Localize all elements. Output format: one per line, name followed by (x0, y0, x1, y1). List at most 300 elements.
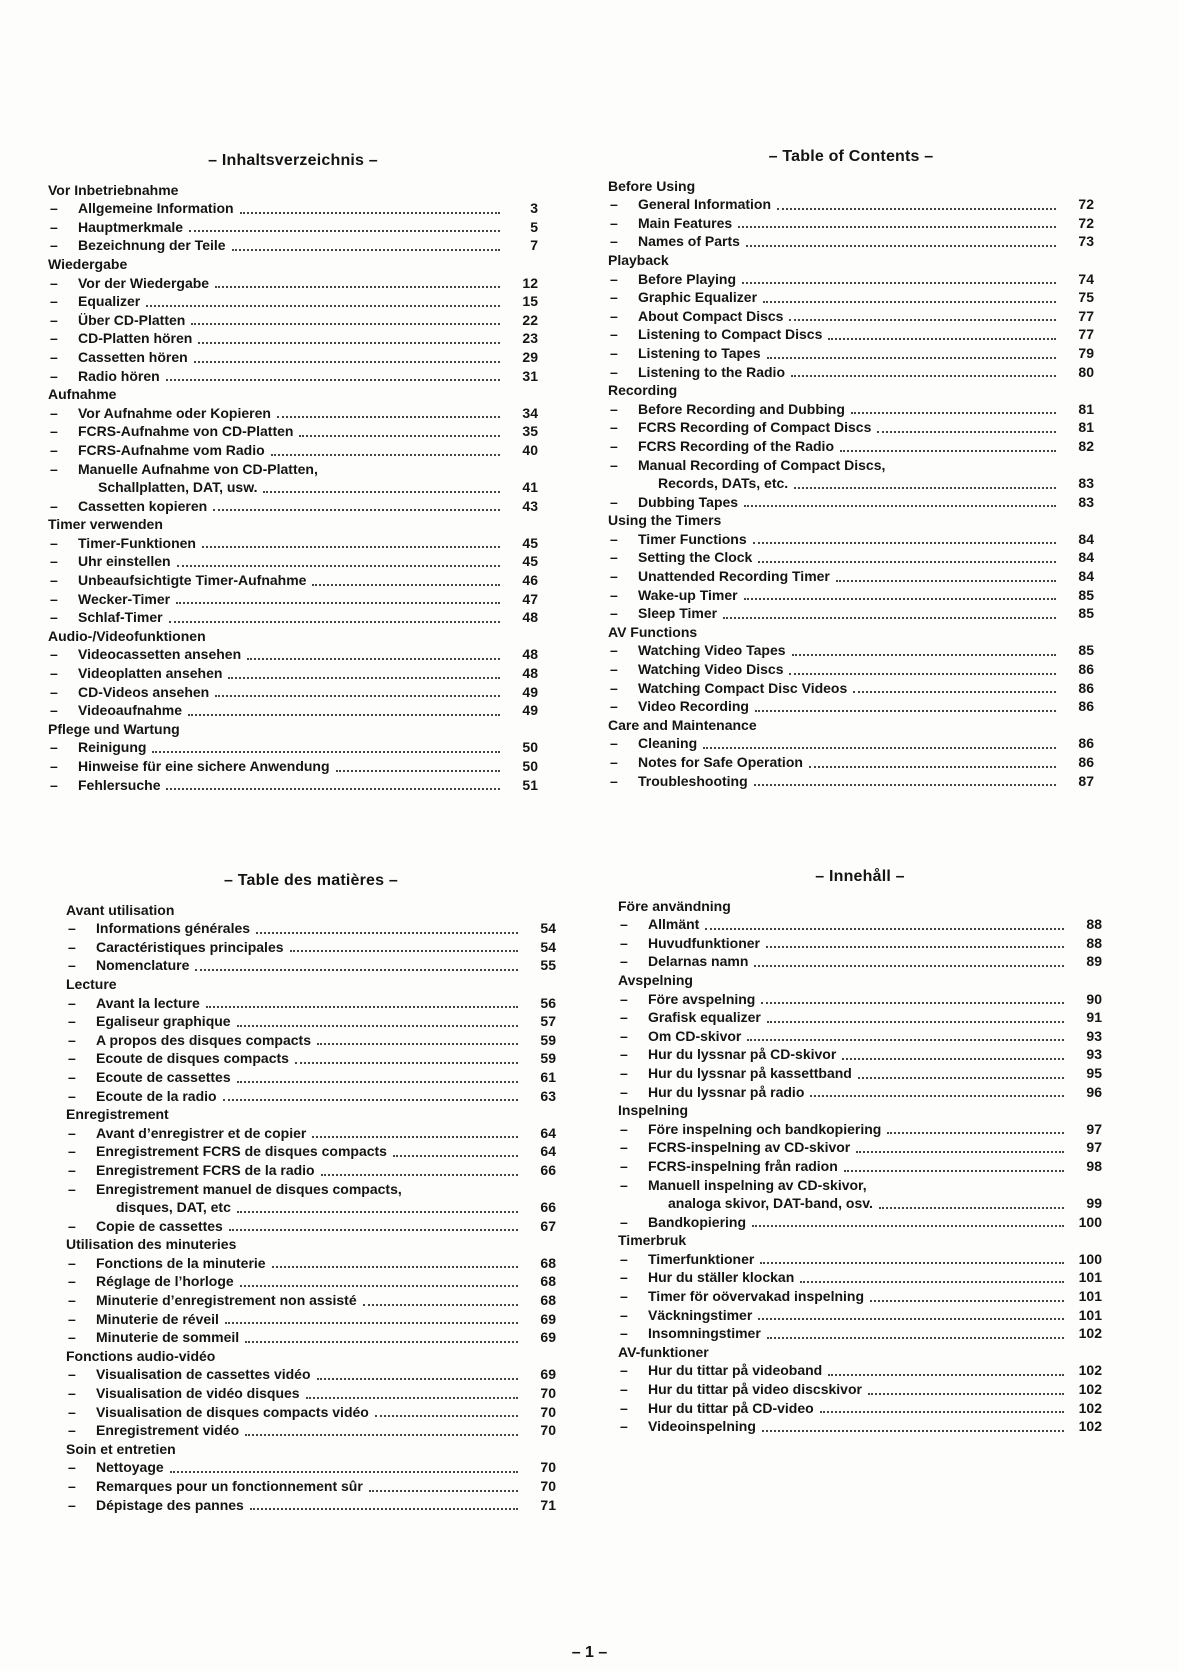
toc-entry (66, 956, 556, 975)
entry-label: Manuell inspelning av CD-skivor, (648, 1176, 867, 1193)
entry-dash: – (68, 1329, 76, 1346)
entry-dash: – (68, 1496, 76, 1513)
dot-leader (767, 357, 1056, 359)
section-heading: AV Functions (608, 623, 698, 640)
dot-leader (767, 1337, 1064, 1339)
entry-dash: – (50, 348, 58, 365)
toc-entry (66, 1031, 556, 1050)
dot-leader (256, 932, 518, 934)
dot-leader (753, 542, 1056, 544)
dot-leader (194, 361, 500, 363)
dot-leader (853, 691, 1056, 693)
entry-label: Copie de cassettes (96, 1217, 223, 1234)
entry-dash: – (68, 1310, 76, 1327)
entry-label: Hur du ställer klockan (648, 1269, 795, 1286)
entry-label: Videoaufnahme (78, 702, 182, 719)
entry-label: Hauptmerkmale (78, 218, 184, 235)
entry-dash: – (620, 1362, 628, 1379)
entry-dash: – (68, 1366, 76, 1383)
toc-entry (66, 1161, 556, 1180)
entry-label: Allgemeine Information (78, 200, 234, 217)
entry-label: Hur du tittar på videoband (648, 1362, 823, 1379)
entry-page-number: 3 (530, 200, 538, 217)
entry-dash: – (50, 553, 58, 570)
dot-leader (879, 1207, 1064, 1209)
dot-leader (290, 950, 518, 952)
entry-dash: – (610, 661, 618, 678)
section-heading: Utilisation des minuteries (66, 1236, 237, 1253)
entry-label: Records, DATs, etc. (658, 475, 789, 492)
entry-dash: – (68, 1459, 76, 1476)
dot-leader (755, 710, 1056, 712)
entry-page-number: 70 (540, 1422, 556, 1439)
toc-entry (618, 1399, 1102, 1418)
entry-label: Insomningstimer (648, 1325, 761, 1342)
entry-page-number: 12 (522, 274, 538, 291)
toc-entry (618, 1064, 1102, 1083)
toc-entry (48, 292, 538, 311)
entry-label: Before Playing (638, 270, 737, 287)
toc-entry (618, 1306, 1102, 1325)
entry-label: Videoplatten ansehen (78, 665, 223, 682)
entry-label: Videoinspelning (648, 1418, 756, 1435)
section-heading: Före användning (618, 897, 731, 914)
dot-leader (791, 375, 1056, 377)
entry-page-number: 64 (540, 1124, 556, 1141)
entry-page-number: 84 (1078, 549, 1094, 566)
entry-page-number: 83 (1078, 493, 1094, 510)
dot-leader (228, 677, 500, 679)
entry-dash: – (68, 920, 76, 937)
entry-page-number: 67 (540, 1217, 556, 1234)
entry-page-number: 41 (522, 479, 538, 496)
entry-page-number: 54 (540, 938, 556, 955)
entry-page-number: 46 (522, 572, 538, 589)
dot-leader (789, 319, 1056, 321)
entry-dash: – (610, 772, 618, 789)
entry-dash: – (620, 1139, 628, 1156)
entry-page-number: 93 (1086, 1027, 1102, 1044)
toc-entry (618, 1380, 1102, 1399)
dot-leader (237, 1025, 518, 1027)
entry-dash: – (50, 367, 58, 384)
toc-entry (48, 478, 538, 497)
entry-label: Visualisation de disques compacts vidéo (96, 1403, 369, 1420)
entry-dash: – (68, 1124, 76, 1141)
entry-dash: – (620, 916, 628, 933)
entry-label: Dépistage des pannes (96, 1496, 244, 1513)
entry-label: analoga skivor, DAT-band, osv. (668, 1195, 873, 1212)
dot-leader (225, 1322, 518, 1324)
toc-entry (48, 404, 538, 423)
entry-dash: – (50, 423, 58, 440)
toc-entry (618, 990, 1102, 1009)
entry-dash: – (68, 1403, 76, 1420)
entry-label: Fonctions de la minuterie (96, 1254, 266, 1271)
toc-entry (608, 288, 1094, 307)
entry-dash: – (620, 1418, 628, 1435)
entry-dash: – (610, 568, 618, 585)
toc-german (48, 152, 538, 794)
entry-dash: – (68, 1050, 76, 1067)
toc-entry (48, 348, 538, 367)
entry-label: Hur du tittar på video discskivor (648, 1381, 862, 1398)
toc-entry (608, 474, 1094, 493)
entry-page-number: 79 (1078, 344, 1094, 361)
entry-label: Hur du lyssnar på CD-skivor (648, 1046, 837, 1063)
entry-label: Hur du lyssnar på radio (648, 1083, 805, 1100)
toc-entry (48, 701, 538, 720)
entry-label: Om CD-skivor (648, 1027, 742, 1044)
toc-entry (66, 1012, 556, 1031)
entry-dash: – (50, 702, 58, 719)
dot-leader (761, 1002, 1064, 1004)
entry-label: Enregistrement vidéo (96, 1422, 240, 1439)
entry-dash: – (610, 605, 618, 622)
toc-entry (618, 1083, 1102, 1102)
entry-page-number: 88 (1086, 934, 1102, 951)
entry-page-number: 72 (1078, 214, 1094, 231)
entry-page-number: 87 (1078, 772, 1094, 789)
entry-label: Listening to Compact Discs (638, 326, 823, 343)
toc-entry (608, 567, 1094, 586)
entry-page-number: 84 (1078, 568, 1094, 585)
toc-entry (48, 645, 538, 664)
section-heading: Vor Inbetriebnahme (48, 181, 179, 198)
dot-leader (800, 1281, 1064, 1283)
entry-label: Minuterie de sommeil (96, 1329, 240, 1346)
toc-entry (48, 218, 538, 237)
entry-page-number: 84 (1078, 530, 1094, 547)
dot-leader (789, 673, 1056, 675)
entry-page-number: 75 (1078, 289, 1094, 306)
dot-leader (705, 928, 1064, 930)
entry-dash: – (610, 214, 618, 231)
entry-dash: – (620, 1399, 628, 1416)
toc-entry (608, 363, 1094, 382)
toc-body (66, 901, 556, 1515)
section-heading: Soin et entretien (66, 1440, 176, 1457)
entry-page-number: 48 (522, 646, 538, 663)
entry-label: Vor der Wiedergabe (78, 274, 210, 291)
dot-leader (840, 450, 1056, 452)
entry-page-number: 68 (540, 1273, 556, 1290)
dot-leader (763, 301, 1056, 303)
dot-leader (188, 714, 500, 716)
entry-page-number: 85 (1078, 586, 1094, 603)
dot-leader (177, 565, 500, 567)
dot-leader (810, 1095, 1064, 1097)
section-heading: Care and Maintenance (608, 716, 757, 733)
dot-leader (887, 1132, 1064, 1134)
entry-dash: – (620, 953, 628, 970)
toc-entry (48, 441, 538, 460)
toc-entry (608, 493, 1094, 512)
entry-page-number: 23 (522, 330, 538, 347)
entry-label: FCRS-Aufnahme vom Radio (78, 441, 265, 458)
entry-dash: – (610, 437, 618, 454)
entry-label: Remarques pour un fonctionnement sûr (96, 1478, 363, 1494)
entry-dash: – (50, 441, 58, 458)
dot-leader (767, 1021, 1064, 1023)
entry-dash: – (620, 990, 628, 1007)
entry-label: Nettoyage (96, 1459, 164, 1476)
toc-english (608, 148, 1094, 790)
entry-label: Huvudfunktioner (648, 934, 760, 951)
entry-page-number: 85 (1078, 642, 1094, 659)
toc-entry (618, 1176, 1102, 1195)
toc-entry (48, 274, 538, 293)
section-heading: Wiedergabe (48, 255, 128, 272)
entry-page-number: 98 (1086, 1157, 1102, 1174)
section-heading: Lecture (66, 975, 117, 992)
entry-dash: – (610, 326, 618, 343)
entry-page-number: 97 (1086, 1120, 1102, 1137)
section-heading: Avspelning (618, 971, 693, 988)
entry-page-number: 81 (1078, 419, 1094, 436)
entry-dash: – (50, 497, 58, 514)
dot-leader (237, 1081, 518, 1083)
dot-leader (746, 245, 1056, 247)
entry-label: Allmänt (648, 916, 700, 933)
entry-page-number: 102 (1078, 1381, 1102, 1398)
entry-label: About Compact Discs (638, 307, 784, 324)
entry-dash: – (620, 1288, 628, 1305)
entry-label: Före inspelning och bandkopiering (648, 1120, 882, 1137)
dot-leader (723, 617, 1056, 619)
entry-dash: – (50, 683, 58, 700)
toc-entry (608, 195, 1094, 214)
entry-page-number: 57 (540, 1013, 556, 1030)
entry-dash: – (50, 739, 58, 756)
dot-leader (271, 454, 500, 456)
entry-dash: – (620, 1046, 628, 1063)
entry-page-number: 22 (522, 311, 538, 328)
toc-entry (618, 915, 1102, 934)
dot-leader (237, 1211, 518, 1213)
entry-dash: – (68, 1087, 76, 1104)
entry-dash: – (50, 237, 58, 254)
toc-entry (66, 1477, 556, 1496)
entry-label: Unattended Recording Timer (638, 568, 830, 585)
dot-leader (870, 1300, 1064, 1302)
toc-entry (608, 697, 1094, 716)
dot-leader (752, 1225, 1064, 1227)
dot-leader (828, 1374, 1064, 1376)
toc-entry (66, 1142, 556, 1161)
entry-dash: – (610, 698, 618, 715)
entry-page-number: 97 (1086, 1139, 1102, 1156)
entry-page-number: 101 (1078, 1288, 1102, 1305)
dot-leader (758, 1318, 1064, 1320)
entry-page-number: 74 (1078, 270, 1094, 287)
entry-label: Reinigung (78, 739, 147, 756)
toc-entry (608, 437, 1094, 456)
entry-dash: – (620, 1027, 628, 1044)
toc-swedish (618, 868, 1102, 1436)
toc-entry (618, 1157, 1102, 1176)
entry-dash: – (68, 1143, 76, 1160)
dot-leader (877, 431, 1056, 433)
dot-leader (229, 1229, 518, 1231)
entry-dash: – (610, 400, 618, 417)
dot-leader (247, 658, 500, 660)
entry-label: Bandkopiering (648, 1213, 747, 1230)
toc-entry (48, 757, 538, 776)
entry-label: CD-Platten hören (78, 330, 193, 347)
dot-leader (858, 1077, 1064, 1079)
dot-leader (766, 946, 1064, 948)
entry-dash: – (610, 679, 618, 696)
entry-page-number: 55 (540, 957, 556, 974)
toc-entry (48, 776, 538, 795)
entry-label: Wecker-Timer (78, 590, 171, 607)
entry-label: Listening to Tapes (638, 344, 761, 361)
entry-label: General Information (638, 196, 772, 213)
dot-leader (836, 580, 1056, 582)
entry-label: Hinweise für eine sichere Anwendung (78, 758, 330, 774)
entry-page-number: 68 (540, 1254, 556, 1271)
dot-leader (152, 751, 500, 753)
toc-entry (618, 1120, 1102, 1139)
entry-page-number: 86 (1078, 698, 1094, 715)
toc-entry (618, 1045, 1102, 1064)
section-heading: Timer verwenden (48, 516, 163, 533)
entry-page-number: 70 (540, 1459, 556, 1476)
entry-page-number: 81 (1078, 400, 1094, 417)
toc-entry (48, 422, 538, 441)
dot-leader (792, 654, 1056, 656)
toc-entry (66, 1384, 556, 1403)
toc-entry (48, 683, 538, 702)
entry-dash: – (68, 1273, 76, 1290)
entry-label: Before Recording and Dubbing (638, 400, 845, 417)
entry-label: Dubbing Tapes (638, 493, 739, 510)
entry-label: FCRS-Aufnahme von CD-Platten (78, 423, 294, 440)
entry-label: Egaliseur graphique (96, 1013, 231, 1030)
entry-label: Informations générales (96, 920, 251, 937)
section-heading: Before Using (608, 177, 696, 194)
toc-entry (48, 311, 538, 330)
dot-leader (169, 621, 500, 623)
dot-leader (198, 342, 500, 344)
entry-label: disques, DAT, etc (116, 1199, 231, 1216)
entry-label: Video Recording (638, 698, 749, 715)
toc-entry (618, 1008, 1102, 1027)
entry-dash: – (610, 586, 618, 603)
section-heading: Pflege und Wartung (48, 720, 180, 737)
toc-entry (66, 1124, 556, 1143)
entry-dash: – (610, 530, 618, 547)
toc-entry (66, 1365, 556, 1384)
entry-dash: – (610, 549, 618, 566)
dot-leader (828, 338, 1056, 340)
entry-dash: – (620, 934, 628, 951)
dot-leader (223, 1099, 518, 1101)
entry-dash: – (50, 665, 58, 682)
entry-page-number: 100 (1078, 1213, 1102, 1230)
dot-leader (250, 1508, 518, 1510)
entry-page-number: 96 (1086, 1083, 1102, 1100)
entry-page-number: 69 (540, 1329, 556, 1346)
page-number: – 1 – (571, 1644, 608, 1661)
entry-label: FCRS-inspelning av CD-skivor (648, 1139, 851, 1156)
entry-label: Timer för oövervakad inspelning (648, 1288, 865, 1305)
entry-page-number: 49 (522, 683, 538, 700)
entry-label: Visualisation de cassettes vidéo (96, 1366, 311, 1383)
entry-dash: – (68, 1180, 76, 1197)
entry-label: Nomenclature (96, 957, 190, 974)
entry-dash: – (610, 735, 618, 752)
dot-leader (176, 602, 500, 604)
entry-label: Väckningstimer (648, 1306, 753, 1323)
entry-dash: – (68, 1161, 76, 1178)
dot-leader (317, 1378, 518, 1380)
entry-page-number: 50 (522, 739, 538, 756)
dot-leader (213, 509, 500, 511)
toc-entry (48, 236, 538, 255)
entry-page-number: 45 (522, 553, 538, 570)
toc-entry (608, 586, 1094, 605)
dot-leader (856, 1151, 1064, 1153)
dot-leader (321, 1174, 518, 1176)
entry-label: Manual Recording of Compact Discs, (638, 456, 886, 473)
dot-leader (842, 1058, 1064, 1060)
toc-entry (48, 552, 538, 571)
section-heading: AV-funktioner (618, 1343, 709, 1360)
dot-leader (738, 226, 1056, 228)
toc-entry (608, 530, 1094, 549)
dot-leader (245, 1434, 518, 1436)
dot-leader (272, 1266, 518, 1268)
toc-entry (48, 329, 538, 348)
entry-dash: – (610, 456, 618, 473)
toc-entry (66, 1217, 556, 1236)
entry-dash: – (620, 1325, 628, 1342)
toc-entry (618, 934, 1102, 953)
toc-entry (66, 1068, 556, 1087)
entry-dash: – (68, 938, 76, 955)
entry-label: Radio hören (78, 367, 160, 384)
toc-entry (618, 1138, 1102, 1157)
entry-page-number: 101 (1078, 1306, 1102, 1323)
entry-page-number: 47 (522, 590, 538, 607)
entry-dash: – (68, 1422, 76, 1439)
entry-page-number: 59 (540, 1050, 556, 1067)
entry-page-number: 54 (540, 920, 556, 937)
entry-label: CD-Videos ansehen (78, 683, 210, 700)
toc-entry (66, 1198, 556, 1217)
entry-label: Cassetten hören (78, 348, 188, 365)
entry-label: Delarnas namn (648, 953, 749, 970)
entry-page-number: 7 (530, 237, 538, 254)
entry-label: Main Features (638, 214, 733, 231)
entry-label: Watching Compact Disc Videos (638, 679, 848, 696)
section-heading: Timerbruk (618, 1232, 687, 1249)
toc-entry (66, 1254, 556, 1273)
entry-page-number: 5 (530, 218, 538, 235)
entry-label: FCRS Recording of the Radio (638, 437, 834, 454)
entry-dash: – (620, 1120, 628, 1137)
entry-dash: – (620, 1176, 628, 1193)
entry-page-number: 72 (1078, 196, 1094, 213)
toc-entry (66, 1272, 556, 1291)
entry-label: Names of Parts (638, 233, 740, 250)
entry-dash: – (68, 957, 76, 974)
dot-leader (306, 1397, 518, 1399)
entry-page-number: 66 (540, 1161, 556, 1178)
toc-entry (66, 994, 556, 1013)
